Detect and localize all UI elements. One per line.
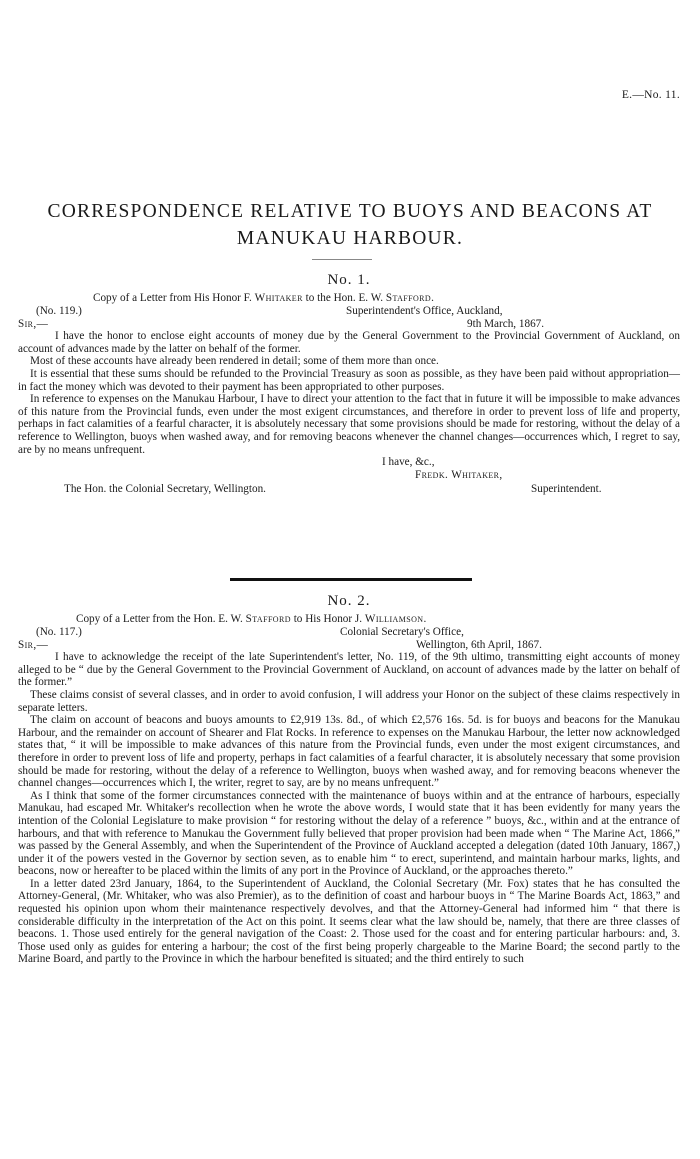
title-divider [312,259,372,260]
paragraph: It is essential that these sums should be refunded to the Provincial Treasury as soon as possible, as they have been paid without appropriation—in fact the money which was devoted to their payment has been appropriated to other purposes. [18,367,680,393]
paragraph: Most of these accounts have already been rendered in detail; some of them more than once. [30,355,439,368]
letter-date: Wellington, 6th April, 1867. [416,638,542,651]
letter-ref-row [18,305,680,318]
paragraph: In a letter dated 23rd January, 1864, to the Superintendent of Auckland, the Colonial Secretary (Mr. Fox) states that he has consulted the Attorney-General, (Mr. Whitaker, who was also Premier), as to the definition of coast and harbour buoys in “ The Marine Boards Act, 1863,” and requested his opinion upon whom their maintenance respectively devolves, and that the Attorney-General had informed him “ that there is considerable difficulty in the interpretation of the Act on this point. It seems clear what the law should be, namely, that there are three classes of beacons. 1. Those used entirely for the general navigation of the Coast: 2. Those used for the coast and for entering particular harbours: and, 3. Those used only as guides for entering a harbour; the cost of the first being properly chargeable to the Marine Board; the second partly to the Marine Board, and partly to the Province in which the harbour benefited is situated; and the third entirely to such [18,877,680,966]
paragraph: In reference to expenses on the Manukau Harbour, I have to direct your attention to the fact that in future it will be impossible to make advances of this nature from the Provincial funds, even under the most exigent circumstances, and therefore in order to prevent loss of life and property, perhaps in fact calamities of a fearful character, it is absolutely necessary that some provisions should be made for restoring, without the delay of a reference to Wellington, buoys when washed away, and for removing beacons whenever the channel changes—occurrences which, I regret to say, are by no means unfrequent. [18,393,680,456]
document-title [0,198,700,252]
closing-row [18,456,680,469]
letter-body [18,651,680,966]
salutation-row [18,318,680,331]
section-divider [230,578,472,581]
closing-formula: I have, &c., [382,456,435,469]
signature-row [18,469,680,482]
paragraph: I have to acknowledge the receipt of the late Superintendent's letter, No. 119, of the 9th ultimo, transmitting eight accounts of money alleged to be “ due by the General Government to the Provincial Government of Auckland, on account of advances made by the latter on behalf of the former.” [18,651,680,689]
salutation-row [18,639,680,652]
letter-2 [18,592,680,966]
paragraph: The claim on account of beacons and buoys amounts to £2,919 13s. 8d., of which £2,576 16s. 5d. is for buoys and beacons for the Manukau Harbour, and the remainder on account of Shearer and Flat Rocks. In reference to expenses on the Manukau Harbour, the letter now acknowledged states that, “ it will be impossible to make advances of this nature from the Provincial funds, even under the most exigent circumstances, and therefore in order to prevent loss of life and property, perhaps in fact calamities of a fearful character, it is absolutely necessary that some provision should be made for restoring, without the delay of a reference to Wellington, buoys when washed away, and for removing beacons whenever the channel changes—occurrences which I, the writer, regret to say, are by no means unfrequent.” [18,714,680,790]
letter-ref: (No. 119.) [36,305,82,317]
letter-intro: Copy of a Letter from the Hon. E. W. Stafford to His Honor J. Williamson. [76,613,427,625]
letter-body [18,330,680,456]
office-line: Superintendent's Office, Auckland, [346,305,503,317]
paragraph: As I think that some of the former circumstances connected with the maintenance of buoys within and at the entrance of harbours, especially Manukau, had escaped Mr. Whitaker's recollection when he wrote the above words, I would state that it has been evidently for many years the intention of the Colonial Legislature to make provision “ for restoring without the delay of a reference ” buoys, &c., within and at the entrance of harbours, and that with reference to Manukau the Government fully believed that proper provision had been made when “ The Marine Act, 1866,” was passed by the General Assembly, and when the Superintendent of the Province of Auckland accepted a delegation (dated 10th January, 1867,) under it of the powers vested in the Governor by section seven, as to enable him “ to erect, superintend, and maintain harbour marks, lights, and beacons, now or hereafter to be placed within the limits of any port in the Province of Auckland, or the approaches thereto.” [18,789,680,878]
paragraph: I have the honor to enclose eight accounts of money due by the General Government to the Provincial Government of Auckland, on account of advances made by the latter on behalf of the former. [18,330,680,355]
title-line-2: MANUKAU HARBOUR. [236,228,464,249]
letter-1 [18,271,680,496]
letter-ref-row [18,626,680,639]
addressee: The Hon. the Colonial Secretary, Wellington. [64,483,266,496]
paragraph: These claims consist of several classes, and in order to avoid confusion, I will address your Honor on the subject of these claims respectively in separate letters. [18,688,680,714]
letter-intro: Copy of a Letter from His Honor F. Whitaker to the Hon. E. W. Stafford. [93,292,434,304]
salutation: Sir,— [18,638,49,651]
letter-date: 9th March, 1867. [467,317,545,330]
page-reference: E.—No. 11. [621,89,680,101]
addressee-row [18,483,680,496]
title-line-1: CORRESPONDENCE RELATIVE TO BUOYS AND BEACONS AT [47,201,653,222]
letter-number: No. 2. [327,593,371,609]
signatory-title: Superintendent. [531,483,602,496]
salutation: Sir,— [18,317,49,330]
office-line: Colonial Secretary's Office, [340,626,464,638]
letter-ref: (No. 117.) [36,626,82,638]
letter-number: No. 1. [327,272,371,288]
signature: Fredk. Whitaker, [415,468,503,481]
